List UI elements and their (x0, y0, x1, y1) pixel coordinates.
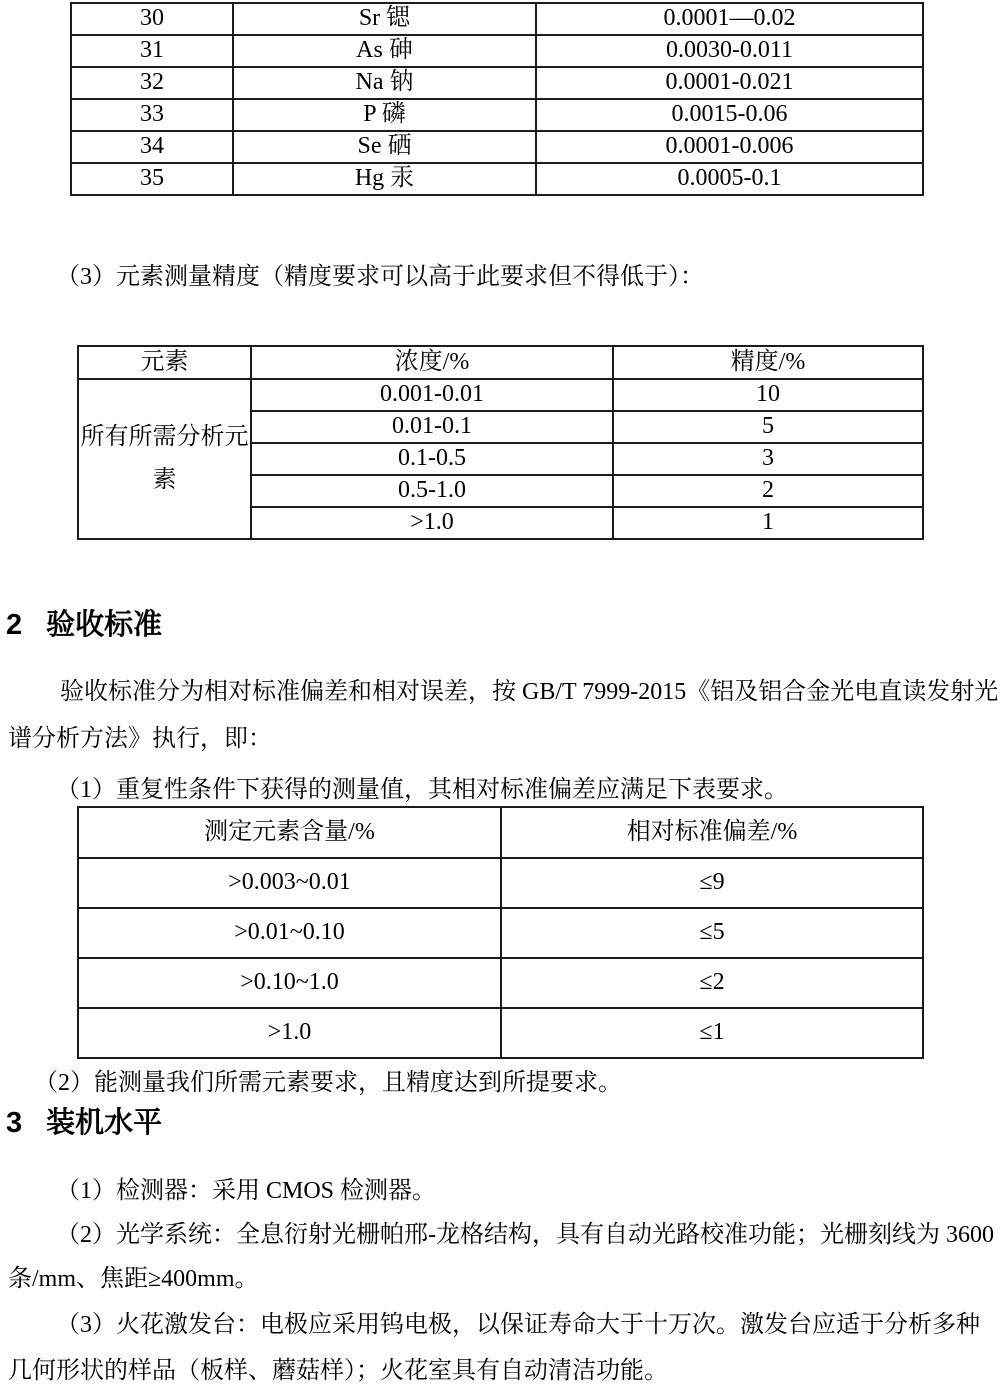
table-row (78, 958, 923, 1008)
section3-item3-line1: （3）火花激发台：电极应采用钨电极，以保证寿命大于十万次。激发台应适于分析多种 (56, 1312, 980, 1338)
column-header-element: 元素 (78, 346, 251, 379)
precision-cell: 1 (613, 507, 923, 539)
element-no: 30 (71, 3, 233, 35)
element-range: 0.0001—0.02 (536, 3, 923, 35)
element-no: 34 (71, 131, 233, 163)
precision-cell: 2 (613, 475, 923, 507)
section3-item1: （1）检测器：采用 CMOS 检测器。 (56, 1178, 437, 1204)
section3-item2-line2: 条/mm、焦距≥400mm。 (8, 1266, 259, 1292)
table-row (71, 3, 923, 35)
section2-intro-line1: 验收标准分为相对标准偏差和相对误差，按 GB/T 7999-2015《铝及铝合金光电直读发射光 (60, 679, 999, 705)
element-range: 0.0015-0.06 (536, 99, 923, 131)
section2-item2: （2）能测量我们所需元素要求，且精度达到所提要求。 (34, 1070, 622, 1096)
section2-item1: （1）重复性条件下获得的测量值，其相对标准偏差应满足下表要求。 (56, 777, 788, 803)
table-row (71, 35, 923, 67)
element-name: P 磷 (233, 99, 536, 131)
concentration-cell: 0.001-0.01 (251, 379, 613, 411)
content-range-cell: >0.003~0.01 (78, 858, 501, 908)
content-range-cell: >1.0 (78, 1008, 501, 1058)
precision-table (77, 345, 924, 540)
precision-cell: 5 (613, 411, 923, 443)
element-range: 0.0030-0.011 (536, 35, 923, 67)
precision-cell: 3 (613, 443, 923, 475)
concentration-cell: >1.0 (251, 507, 613, 539)
section-title: 装机水平 (46, 1107, 163, 1139)
element-no: 33 (71, 99, 233, 131)
table-row (78, 379, 923, 411)
element-range: 0.0001-0.021 (536, 67, 923, 99)
precision-note: （3）元素测量精度（精度要求可以高于此要求但不得低于）： (56, 264, 704, 290)
element-no: 31 (71, 35, 233, 67)
content-range-cell: >0.10~1.0 (78, 958, 501, 1008)
table-row (78, 1008, 923, 1058)
concentration-cell: 0.1-0.5 (251, 443, 613, 475)
table-header-row (78, 346, 923, 379)
element-name: Se 硒 (233, 131, 536, 163)
element-name: Na 钠 (233, 67, 536, 99)
rsd-cell: ≤2 (501, 958, 923, 1008)
table-header-row (78, 807, 923, 858)
element-name: Sr 锶 (233, 3, 536, 35)
column-header-concentration: 浓度/% (251, 346, 613, 379)
section2-intro-line2: 谱分析方法》执行，即： (8, 726, 272, 752)
precision-cell: 10 (613, 379, 923, 411)
elements-concentration-table (70, 2, 924, 196)
rsd-cell: ≤9 (501, 858, 923, 908)
table-row (71, 131, 923, 163)
group-label-cell: 所有所需分析元素 (78, 379, 251, 539)
content-range-cell: >0.01~0.10 (78, 908, 501, 958)
table-row (78, 908, 923, 958)
concentration-cell: 0.5-1.0 (251, 475, 613, 507)
section-title: 验收标准 (46, 609, 163, 641)
section-2-heading (6, 610, 162, 642)
section-number: 2 (6, 609, 23, 641)
element-no: 35 (71, 163, 233, 195)
table-row (71, 99, 923, 131)
section3-item3-line2: 几何形状的样品（板样、蘑菇样）；火花室具有自动清洁功能。 (8, 1358, 668, 1384)
column-header-precision: 精度/% (613, 346, 923, 379)
element-name: As 砷 (233, 35, 536, 67)
table-row (71, 163, 923, 195)
section-number: 3 (6, 1107, 23, 1139)
element-range: 0.0001-0.006 (536, 131, 923, 163)
concentration-cell: 0.01-0.1 (251, 411, 613, 443)
section-3-heading (6, 1108, 162, 1140)
table-row (71, 67, 923, 99)
column-header-content: 测定元素含量/% (78, 807, 501, 858)
column-header-rsd: 相对标准偏差/% (501, 807, 923, 858)
rsd-table (77, 806, 924, 1059)
section3-item2-line1: （2）光学系统：全息衍射光栅帕邢-龙格结构，具有自动光路校准功能；光栅刻线为 3600 (56, 1222, 994, 1248)
element-range: 0.0005-0.1 (536, 163, 923, 195)
rsd-cell: ≤1 (501, 1008, 923, 1058)
element-name: Hg 汞 (233, 163, 536, 195)
table-row (78, 858, 923, 908)
rsd-cell: ≤5 (501, 908, 923, 958)
element-no: 32 (71, 67, 233, 99)
